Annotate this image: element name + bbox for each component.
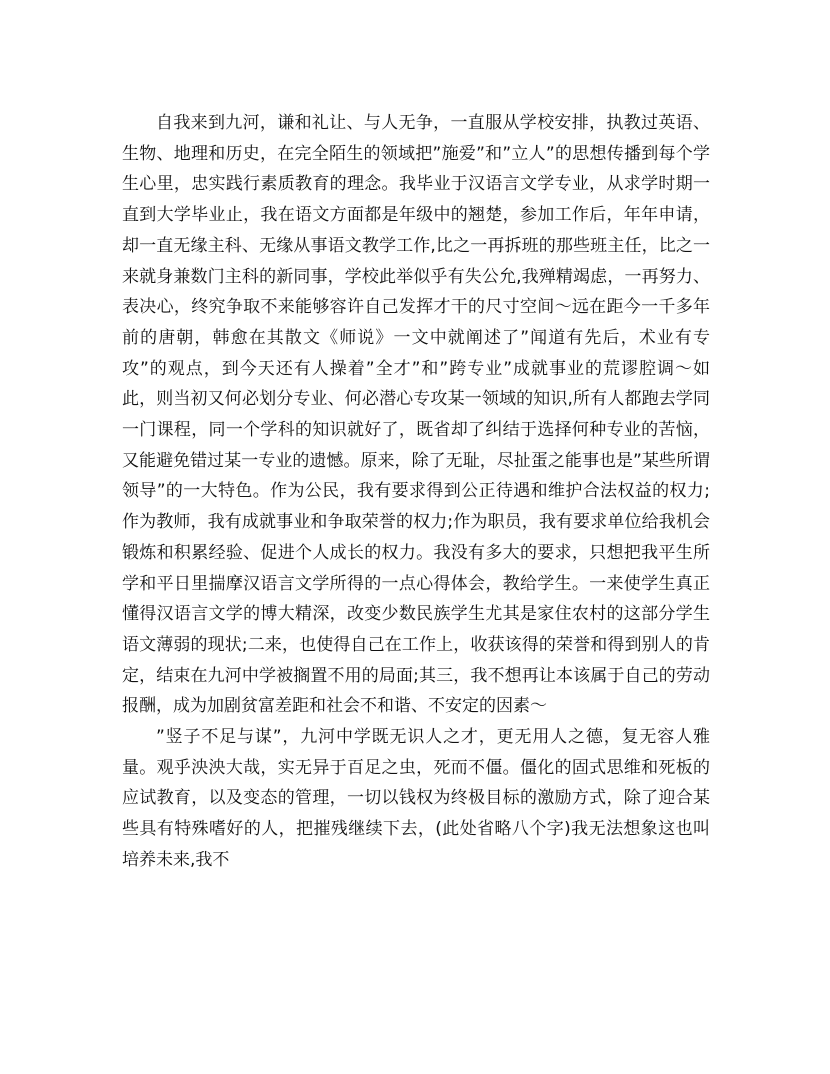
paragraph-2: ”竖子不足与谋”，九河中学既无识人之才，更无用人之德，复无容人雅量。观乎泱泱大哉，实无异于百足之虫，死而不僵。僵化的固式思维和死板的应试教育，以及变态的管理，一切以钱权为终极目标的激励方式，除了迎合某些具有特殊嗜好的人，把摧残继续下去，(此处省略八个字)我无法想象这也叫培养未来,我不: [122, 727, 710, 870]
paragraph-1: 自我来到九河，谦和礼让、与人无争，一直服从学校安排，执教过英语、生物、地理和历史，在完全陌生的领域把”施爱”和”立人”的思想传播到每个学生心里，忠实践行素质教育的理念。我毕业于汉语言文学专业，从求学时期一直到大学毕业止，我在语文方面都是年级中的翘楚，参加工作后，年年申请，却一直无缘主科、无缘从事语文教学工作,比之一再拆班的那些班主任，比之一来就身兼数门主科的新同事，学校此举似乎有失公允,我殚精竭虑，一再努力、表决心，终究争取不来能够容许自己发挥才干的尺寸空间～远在距今一千多年前的唐朝，韩愈在其散文《师说》一文中就阐述了”闻道有先后，术业有专攻”的观点，到今天还有人操着”全才”和”跨专业”成就事业的荒谬腔调～如此，则当初又何必划分专业、何必潜心专攻某一领域的知识,所有人都跑去学同一门课程，同一个学科的知识就好了，既省却了纠结于选择何种专业的苦恼，又能避免错过某一专业的遗憾。原来，除了无耻，尽扯蛋之能事也是”某些所谓领导”的一大特色。作为公民，我有要求得到公正待遇和维护合法权益的权力;作为教师，我有成就事业和争取荣誉的权力;作为职员，我有要求单位给我机会锻炼和积累经验、促进个人成长的权力。我没有多大的要求，只想把我平生所学和平日里揣摩汉语言文学所得的一点心得体会，教给学生。一来使学生真正懂得汉语言文学的博大精深，改变少数民族学生尤其是家住农村的这部分学生语文薄弱的现状;二来，也使得自己在工作上，收获该得的荣誉和得到别人的肯定，结束在九河中学被搁置不用的局面;其三，我不想再让本该属于自己的劳动报酬，成为加剧贫富差距和社会不和谐、不安定的因素～: [122, 113, 710, 717]
document-body: [122, 108, 710, 876]
